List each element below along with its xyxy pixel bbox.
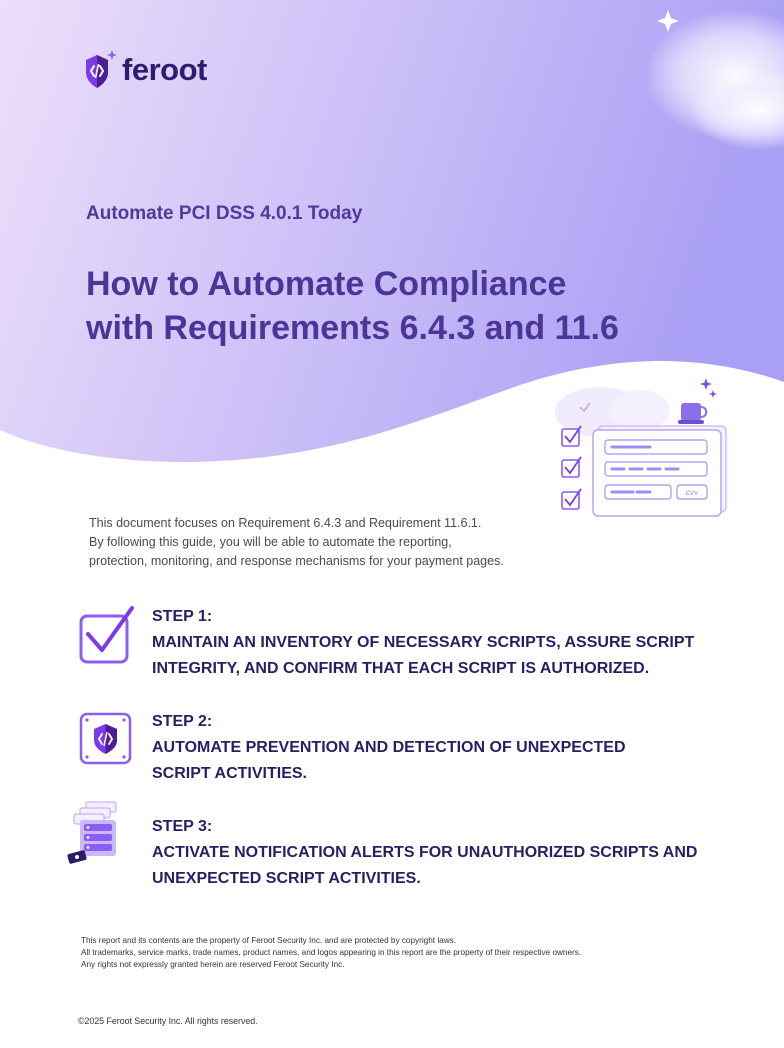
step-text <box>152 709 752 787</box>
feroot-shield-icon <box>82 50 116 90</box>
copyright-notice: ©2025 Feroot Security Inc. All rights reserved. <box>78 1016 258 1026</box>
server-alert-icon <box>66 800 132 868</box>
step-text <box>152 604 752 682</box>
brand-logo <box>82 50 207 90</box>
checkbox-icon <box>562 489 581 509</box>
intro-line: This document focuses on Requirement 6.4.3 and Requirement 11.6.1. <box>89 516 482 530</box>
intro-paragraph <box>89 514 559 571</box>
checkbox-icon <box>562 426 581 446</box>
cvv-label: CVV <box>685 491 699 497</box>
title-line: How to Automate Compliance <box>86 265 567 303</box>
intro-line: protection, monitoring, and response mechanisms for your payment pages. <box>89 554 504 568</box>
legal-line: All trademarks, service marks, trade names, product names, and logos appearing in this report are the property of their respective owners. <box>81 948 582 957</box>
brand-name: feroot <box>122 52 207 87</box>
step-description-line: AUTOMATE PREVENTION AND DETECTION OF UNEXPECTED <box>152 739 626 756</box>
step-description-line: UNEXPECTED SCRIPT ACTIVITIES. <box>152 870 421 887</box>
step-description-line: ACTIVATE NOTIFICATION ALERTS FOR UNAUTHORIZED SCRIPTS AND <box>152 844 698 861</box>
hero-eyebrow: Automate PCI DSS 4.0.1 Today <box>86 203 363 224</box>
step-label: STEP 2: <box>152 713 213 730</box>
step-label: STEP 1: <box>152 608 213 625</box>
legal-line: Any rights not expressly granted herein are reserved Feroot Security Inc. <box>81 960 345 969</box>
checkbox-icon <box>562 457 581 477</box>
legal-line: This report and its contents are the property of Feroot Security Inc. and are protected by copyright laws. <box>81 936 456 945</box>
page-title <box>86 262 766 350</box>
step-label: STEP 3: <box>152 818 213 835</box>
title-line: with Requirements 6.4.3 and 11.6 <box>86 309 619 347</box>
step-text <box>152 814 752 892</box>
step-description-line: INTEGRITY, AND CONFIRM THAT EACH SCRIPT IS AUTHORIZED. <box>152 660 650 677</box>
payment-form-illustration <box>540 372 740 522</box>
intro-line: By following this guide, you will be able to automate the reporting, <box>89 535 452 549</box>
shield-code-icon <box>78 709 134 769</box>
checkbox-icon <box>78 604 138 666</box>
legal-notice <box>81 935 581 971</box>
step-description-line: SCRIPT ACTIVITIES. <box>152 765 307 782</box>
step-description-line: MAINTAIN AN INVENTORY OF NECESSARY SCRIPTS, ASSURE SCRIPT <box>152 634 695 651</box>
